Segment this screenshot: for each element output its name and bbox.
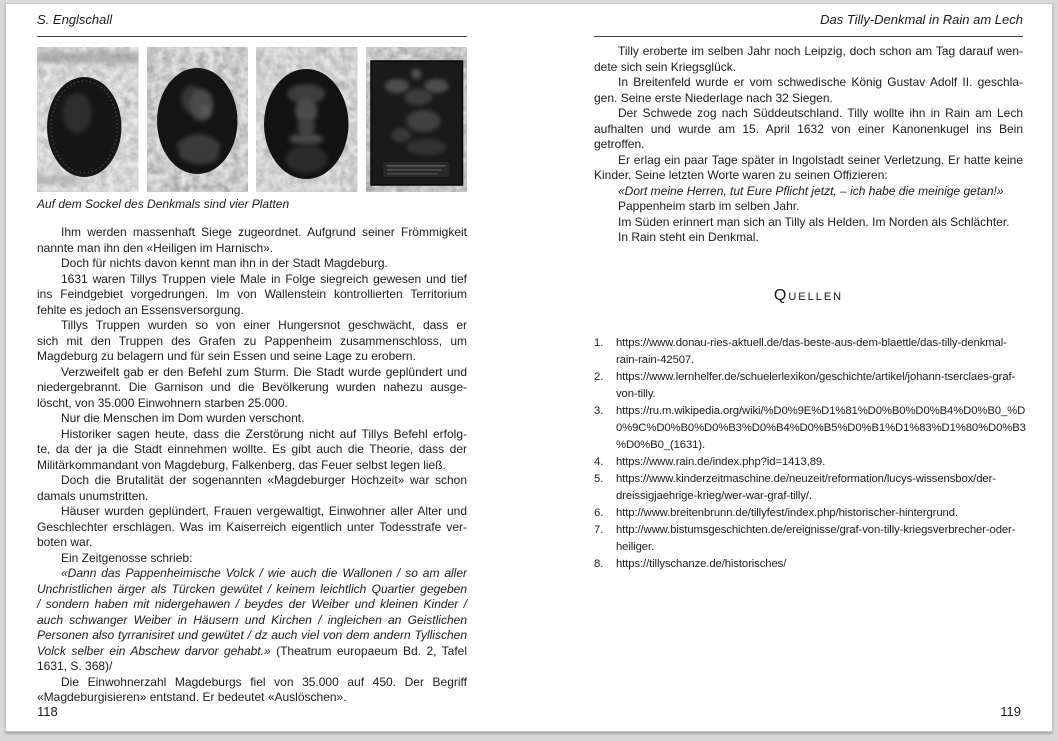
text-line: Nur die Menschen im Dom wurden verschont.	[61, 411, 305, 425]
running-header-left: S. Englschall	[37, 12, 113, 27]
text-line: gen. Seine erste Niederlage nach 32 Siegen.	[594, 90, 833, 105]
source-url-line: von-tilly.	[616, 387, 656, 400]
paragraph	[37, 318, 467, 365]
text-line: Tillys Truppen wurden so von einer Hungersnot geschwächt, dass er	[61, 318, 467, 332]
text-line: Pappenheim starb im selben Jahr.	[618, 199, 800, 213]
paragraph	[594, 215, 1023, 231]
source-url	[616, 471, 1023, 505]
paragraph	[37, 272, 467, 319]
text-line: Unchristlichen ärger als Türcken gewütet / keinem leichtlich Quartier gegeben	[37, 581, 467, 596]
source-url	[616, 556, 1023, 573]
text-line: / sondern haben mit nidergehawen / beydes der Weiber und kleinen Kinder /	[37, 597, 467, 611]
source-url	[616, 403, 1026, 454]
text-line: «Magdeburgisieren» entstand. Er bedeutet «Auslöschen».	[37, 690, 347, 704]
text-line: Militärkommandant von Magdeburg, Falkenberg, das Feuer selbst legen ließ.	[37, 457, 446, 472]
source-item	[594, 403, 1026, 454]
source-number: 8.	[594, 557, 604, 570]
text-line: Ihm werden massenhaft Siege zugeordnet. Aufgrund seiner Frömmigkeit	[61, 225, 467, 239]
header-rule-left	[37, 36, 467, 37]
text-line: fehlte es jedoch an Essensversorgung.	[37, 302, 244, 317]
source-number: 5.	[594, 472, 604, 485]
text-line: getroffen.	[594, 137, 645, 151]
sources-list	[594, 335, 1026, 573]
source-url-line: 0%9C%D0%B0%D0%B3%D0%B4%D0%B5%D0%B1%D1%83%D1%80%D0%B3	[616, 421, 1026, 434]
source-item	[594, 505, 1023, 522]
text-line: In Breitenfeld wurde er vom schwedische König Gustav Adolf II. geschla-	[618, 75, 1023, 89]
text-line: boten war.	[37, 535, 93, 549]
figure-caption: Auf dem Sockel des Denkmals sind vier Platten	[37, 197, 290, 211]
source-item	[594, 556, 1023, 573]
source-url-line: https://www.lernhelfer.de/schuelerlexikon/geschichte/artikel/johann-tserclaes-graf-	[616, 370, 1016, 383]
source-url-line: %D0%B0_(1631).	[616, 438, 706, 451]
right-page-body-text	[594, 44, 1023, 246]
paragraph	[594, 106, 1023, 153]
source-item	[594, 471, 1023, 505]
text-line: auch schwanger Weiber in Häusern und Kirchen / ingleichen an Geistlichen	[37, 612, 467, 627]
text-line: löscht, von 35.000 Einwohnern starben 25.000.	[37, 395, 288, 410]
plaque-photo-2-image	[147, 47, 249, 192]
paragraph	[37, 551, 467, 567]
left-page-body-text	[37, 225, 467, 706]
text-line: Kinder. Seine letzten Worte waren zu seinen Offizieren:	[594, 168, 888, 182]
text-line: 1631 waren Tillys Truppen viele Male in Folge siegreich gewesen und tief	[61, 271, 467, 286]
text-line: Tilly eroberte im selben Jahr noch Leipzig, doch schon am Tag darauf wen-	[618, 44, 1023, 58]
paragraph	[594, 153, 1023, 184]
source-url-line: rain-rain-42507.	[616, 353, 695, 366]
text-line: Magdeburg zu belagern und für sein Essen und seine Lage zu erobern.	[37, 349, 416, 363]
text-line: Personen also tyrranisiret und gewütet / dz auch viel von dem andern Tyllischen	[37, 628, 467, 642]
source-url-line: dreissigjaehrige-krieg/wer-war-graf-tilly/.	[616, 489, 812, 502]
page-number-left: 118	[37, 704, 58, 719]
plaque-photo-4-image	[366, 47, 468, 192]
source-url	[616, 369, 1023, 403]
source-url-line: https://www.rain.de/index.php?id=1413,89.	[616, 455, 826, 468]
source-item	[594, 369, 1023, 403]
paragraph	[37, 411, 467, 427]
sources-heading: Quellen	[773, 286, 844, 304]
source-item	[594, 454, 1023, 471]
source-url-line: https://ru.m.wikipedia.org/wiki/%D0%9E%D1%81%D0%B0%D0%B4%D0%B0_%D	[616, 404, 1026, 417]
text-line: «Dann das Pappenheimische Volck / wie auch die Wallonen / so am aller	[61, 566, 467, 580]
source-url-line: https://www.donau-ries-aktuell.de/das-beste-aus-dem-blaettle/das-tilly-denkmal-	[616, 336, 1007, 349]
text-line: ins Feindgebiet vorgedrungen. Im von Wallenstein kontrollierten Territorium	[37, 287, 467, 301]
text-line: sich mit den Truppen des Grafen zu Pappenheim zusammenschloss, um	[37, 333, 467, 348]
paragraph	[37, 473, 467, 504]
source-number: 2.	[594, 370, 604, 383]
text-line: Doch für nichts davon kennt man ihn in der Stadt Magdeburg.	[61, 256, 388, 270]
source-url-line: https://www.kinderzeitmaschine.de/neuzeit/reformation/lucys-wissensbox/der-	[616, 472, 996, 485]
left-page-column	[37, 12, 467, 706]
source-url-line: heiliger.	[616, 540, 655, 553]
source-url-line: https://tillyschanze.de/historisches/	[616, 557, 787, 570]
text-line: Verzweifelt gab er den Befehl zum Sturm. Die Stadt wurde geplündert und	[61, 364, 467, 379]
text-line: Die Einwohnerzahl Magdeburgs fiel von 35.000 auf 450. Der Begriff	[61, 674, 467, 689]
paragraph	[594, 44, 1023, 75]
source-url	[616, 505, 1023, 522]
paragraph	[594, 199, 1023, 215]
source-url	[616, 454, 1023, 471]
source-number: 4.	[594, 455, 604, 468]
page-number-right: 119	[1000, 704, 1021, 719]
text-line: Er erlag ein paar Tage später in Ingolstadt seiner Verletzung. Er hatte keine	[618, 152, 1023, 167]
paragraph	[594, 184, 1023, 200]
source-url	[616, 335, 1023, 369]
paragraph	[594, 230, 1023, 246]
text-line: Der Schwede zog nach Süddeutschland. Tilly wollte ihn in Rain am Lech	[618, 106, 1023, 120]
source-number: 6.	[594, 506, 604, 519]
text-line: aufhalten und wurde am 15. April 1632 von einer Kanonenkugel ins Bein	[594, 121, 1023, 136]
plaque-photo-bearded-portrait	[256, 47, 358, 192]
text-line: 1631, S. 368)/	[37, 659, 113, 673]
header-rule-right	[594, 36, 1023, 37]
plaques-figure	[37, 47, 467, 192]
text-line: dete sich sein Kriegsglück.	[594, 59, 737, 74]
text-line: In Rain steht ein Denkmal.	[618, 230, 759, 244]
paragraph	[37, 225, 467, 256]
running-header-right: Das Tilly-Denkmal in Rain am Lech	[820, 12, 1023, 27]
source-number: 3.	[594, 404, 604, 417]
source-item	[594, 522, 1023, 556]
text-line: «Dort meine Herren, tut Eure Pflicht jetzt, – ich habe die meinige getan!»	[618, 183, 1004, 198]
source-number: 7.	[594, 523, 604, 536]
text-line: Historiker sagen heute, dass die Zerstörung nicht auf Tillys Befehl erfolg-	[61, 426, 467, 441]
plaque-photo-relief-scene	[366, 47, 468, 192]
text-line: damals unumstritten.	[37, 488, 149, 503]
plaque-photo-1-image	[37, 47, 139, 192]
paragraph	[37, 566, 467, 675]
text-line: Volck selber ein Abschew darvor gehabt.» (Theatrum europaeum Bd. 2, Tafel	[37, 643, 468, 658]
paragraph	[594, 75, 1023, 106]
source-number: 1.	[594, 336, 604, 349]
source-item	[594, 335, 1023, 369]
text-line: Ein Zeitgenosse schrieb:	[61, 550, 193, 565]
text-line: te, da der ja die Stadt einnehmen wollte. Es gibt auch die Theorie, dass der	[37, 442, 467, 456]
text-line: niedergebrannt. Die Garnison und die Bevölkerung wurden nahezu ausge-	[37, 380, 467, 394]
paragraph	[37, 365, 467, 412]
paragraph	[37, 256, 467, 272]
right-page-column	[594, 12, 1026, 573]
paragraph	[37, 675, 467, 706]
paragraph	[37, 427, 467, 474]
paragraph	[37, 504, 467, 551]
text-line: nannte man ihn den «Heiligen im Harnisch».	[37, 240, 274, 255]
source-url	[616, 522, 1023, 556]
plaque-photo-portrait-bust	[147, 47, 249, 192]
text-line: Im Süden erinnert man sich an Tilly als Helden. Im Norden als Schlächter.	[618, 214, 1010, 229]
book-spread-page	[5, 3, 1053, 732]
source-url-line: http://www.breitenbrunn.de/tillyfest/index.php/historischer-hintergrund.	[616, 506, 958, 519]
plaque-photo-plain-oval	[37, 47, 139, 192]
text-line: Doch die Brutalität der sogenannten «Magdeburger Hochzeit» war schon	[61, 473, 467, 487]
text-line: Häuser wurden geplündert, Frauen vergewaltigt, Einwohner aller Alter und	[61, 504, 467, 518]
text-line: Geschlechter erschlagen. Was im Kaiserreich eigentlich unter Todesstrafe ver-	[37, 519, 467, 534]
source-url-line: http://www.bistumsgeschichten.de/ereignisse/graf-von-tilly-kriegsverbrecher-oder-	[616, 523, 1016, 536]
plaque-photo-3-image	[256, 47, 358, 192]
